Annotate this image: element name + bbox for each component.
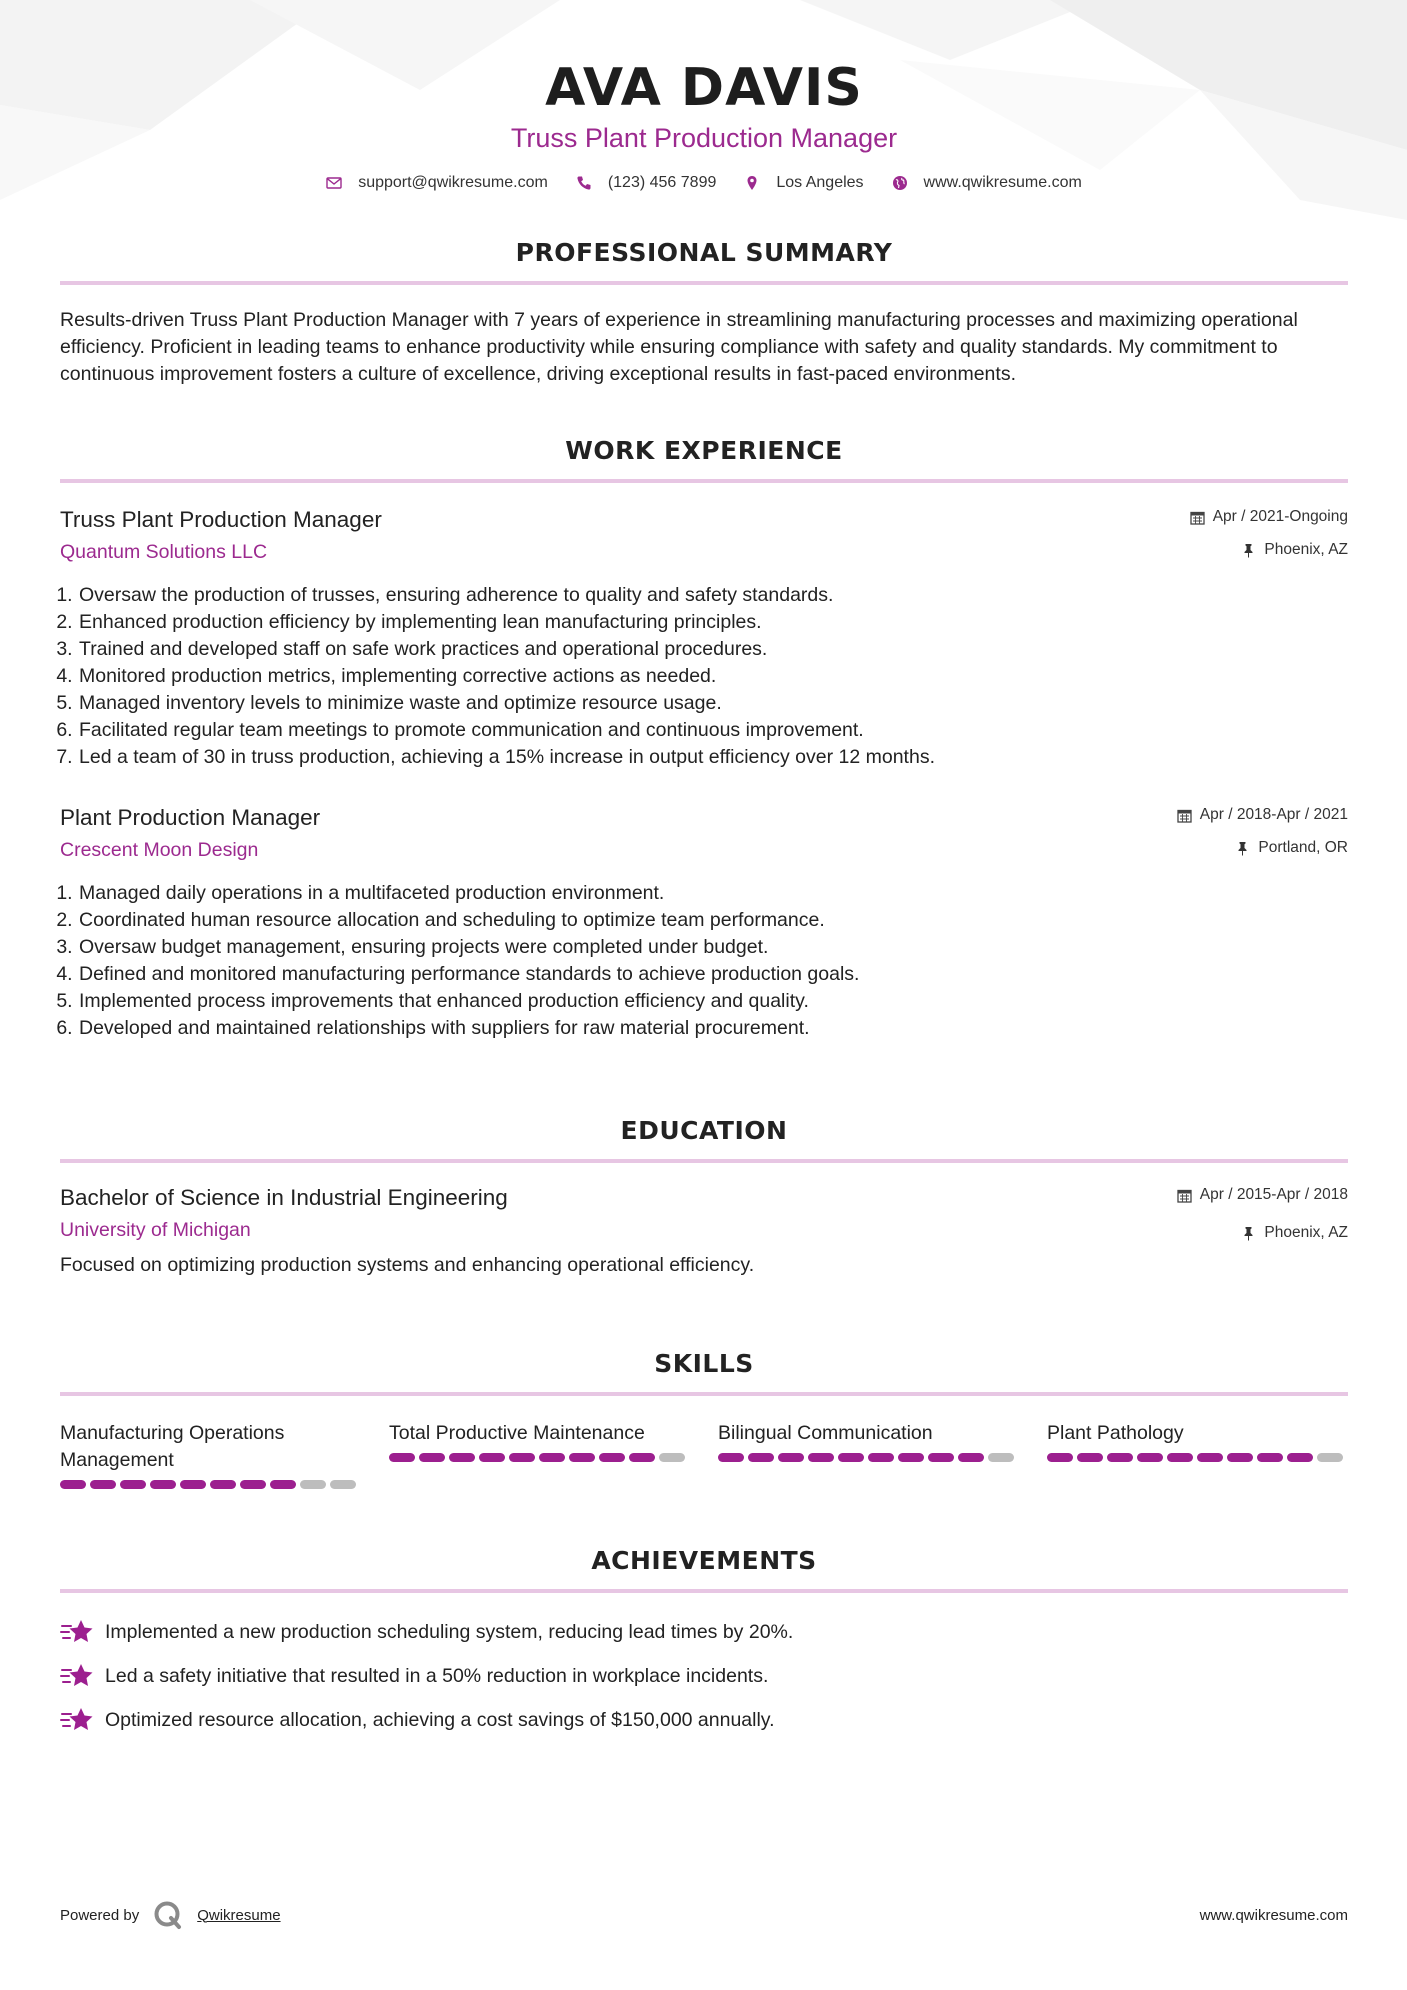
footer-website-link[interactable]: www.qwikresume.com xyxy=(1199,1906,1348,1924)
pushpin-icon xyxy=(1235,841,1250,856)
job-meta xyxy=(1190,507,1348,560)
skill-segment-filled xyxy=(1227,1453,1253,1462)
envelope-icon xyxy=(326,175,342,191)
job-bullets xyxy=(60,582,1348,771)
skill-segment-filled xyxy=(808,1453,834,1462)
skill-level-bar xyxy=(389,1453,689,1462)
section-divider xyxy=(60,281,1348,285)
skill-segment-filled xyxy=(718,1453,744,1462)
section-title-skills: SKILLS xyxy=(654,1349,754,1378)
job-entry xyxy=(60,805,1348,1042)
section-divider xyxy=(60,1392,1348,1396)
skill-segment-filled xyxy=(868,1453,894,1462)
calendar-icon xyxy=(1177,808,1192,823)
job-meta xyxy=(1177,805,1348,858)
education-meta xyxy=(1177,1185,1348,1243)
list-item xyxy=(60,1617,1348,1647)
experience-section xyxy=(60,436,1348,1042)
job-title: Truss Plant Production Manager xyxy=(60,507,382,532)
contact-phone[interactable] xyxy=(576,174,717,192)
education-location xyxy=(1177,1223,1348,1243)
skill-segment-filled xyxy=(90,1480,116,1489)
section-divider xyxy=(60,479,1348,483)
shooting-star-icon xyxy=(60,1618,94,1646)
skill-segment-filled xyxy=(1287,1453,1313,1462)
page-footer xyxy=(60,1900,1348,1930)
list-item: 5. Implemented process improvements that enhanced production efficiency and quality. xyxy=(78,988,1348,1015)
skill-segment-filled xyxy=(838,1453,864,1462)
skill-name: Manufacturing Operations Management xyxy=(60,1422,285,1471)
job-location xyxy=(1177,838,1348,858)
skill-segment-filled xyxy=(1137,1453,1163,1462)
resume-page xyxy=(60,0,1348,1731)
skill-segment-empty xyxy=(330,1480,356,1489)
skill-segment-filled xyxy=(449,1453,475,1462)
list-item: 4. Defined and monitored manufacturing performance standards to achieve production goals. xyxy=(78,961,1348,988)
contact-email[interactable] xyxy=(326,174,548,192)
achievement-text: Implemented a new production scheduling system, reducing lead times by 20%. xyxy=(105,1620,794,1643)
section-title-experience: WORK EXPERIENCE xyxy=(565,436,843,465)
website-text: www.qwikresume.com xyxy=(923,174,1082,191)
skill-segment-filled xyxy=(928,1453,954,1462)
section-divider xyxy=(60,1589,1348,1593)
skill-segment-filled xyxy=(778,1453,804,1462)
job-entry xyxy=(60,507,1348,771)
job-dates-text: Apr / 2021-Ongoing xyxy=(1212,508,1348,525)
skill-segment-filled xyxy=(180,1480,206,1489)
skills-section xyxy=(60,1349,1348,1489)
job-dates xyxy=(1190,507,1348,527)
achievement-text: Led a safety initiative that resulted in a 50% reduction in workplace incidents. xyxy=(105,1664,769,1687)
skill-segment-filled xyxy=(1257,1453,1283,1462)
skill-segment-filled xyxy=(898,1453,924,1462)
section-title-achievements: ACHIEVEMENTS xyxy=(591,1546,817,1575)
globe-icon xyxy=(892,175,908,191)
list-item: 1. Managed daily operations in a multifaceted production environment. xyxy=(78,880,1348,907)
contact-location xyxy=(744,174,863,192)
job-bullets xyxy=(60,880,1348,1042)
section-title-summary: PROFESSIONAL SUMMARY xyxy=(515,238,893,267)
achievements-section xyxy=(60,1546,1348,1735)
list-item xyxy=(60,1661,1348,1691)
job-location-text: Phoenix, AZ xyxy=(1264,541,1348,558)
education-entry xyxy=(60,1185,1348,1277)
skill-segment-empty xyxy=(1317,1453,1343,1462)
brand-link[interactable]: Qwikresume xyxy=(197,1906,281,1924)
skill-segment-filled xyxy=(539,1453,565,1462)
list-item: 1. Oversaw the production of trusses, ensuring adherence to quality and safety standards. xyxy=(78,582,1348,609)
skills-list xyxy=(60,1420,1348,1489)
skill-segment-filled xyxy=(958,1453,984,1462)
phone-icon xyxy=(576,175,592,191)
list-item: 2. Enhanced production efficiency by implementing lean manufacturing principles. xyxy=(78,609,1348,636)
skill-item xyxy=(389,1420,689,1489)
skill-segment-filled xyxy=(120,1480,146,1489)
list-item: 5. Managed inventory levels to minimize waste and optimize resource usage. xyxy=(78,690,1348,717)
job-dates-text: Apr / 2018-Apr / 2021 xyxy=(1199,806,1348,823)
education-location-text: Phoenix, AZ xyxy=(1264,1224,1348,1241)
achievements-list xyxy=(60,1617,1348,1735)
candidate-title: Truss Plant Production Manager xyxy=(510,123,898,153)
job-dates xyxy=(1177,805,1348,825)
skill-item xyxy=(60,1420,360,1489)
list-item: 3. Oversaw budget management, ensuring projects were completed under budget. xyxy=(78,934,1348,961)
skill-name: Bilingual Communication xyxy=(718,1422,933,1444)
skill-segment-filled xyxy=(569,1453,595,1462)
skill-segment-filled xyxy=(479,1453,505,1462)
phone-text: (123) 456 7899 xyxy=(607,174,717,191)
skill-segment-empty xyxy=(659,1453,685,1462)
job-company: Crescent Moon Design xyxy=(60,839,259,861)
skill-segment-filled xyxy=(1047,1453,1073,1462)
skill-segment-filled xyxy=(419,1453,445,1462)
skill-segment-filled xyxy=(1167,1453,1193,1462)
skill-segment-filled xyxy=(210,1480,236,1489)
list-item xyxy=(60,1705,1348,1735)
skill-segment-filled xyxy=(389,1453,415,1462)
skill-segment-filled xyxy=(509,1453,535,1462)
pushpin-icon xyxy=(1241,1226,1256,1241)
job-company: Quantum Solutions LLC xyxy=(60,541,268,563)
achievement-text: Optimized resource allocation, achieving a cost savings of $150,000 annually. xyxy=(105,1708,775,1731)
skill-name: Total Productive Maintenance xyxy=(389,1422,645,1444)
skill-segment-filled xyxy=(1197,1453,1223,1462)
education-degree: Bachelor of Science in Industrial Engineering xyxy=(60,1185,508,1210)
skill-name: Plant Pathology xyxy=(1047,1422,1184,1444)
section-title-education: EDUCATION xyxy=(620,1116,788,1145)
skill-segment-filled xyxy=(629,1453,655,1462)
calendar-icon xyxy=(1177,1188,1192,1203)
education-dates xyxy=(1177,1185,1348,1205)
skill-segment-filled xyxy=(1107,1453,1133,1462)
job-title: Plant Production Manager xyxy=(60,805,321,830)
job-location xyxy=(1190,540,1348,560)
education-section xyxy=(60,1116,1348,1277)
map-marker-icon xyxy=(744,175,760,191)
skill-level-bar xyxy=(718,1453,1018,1462)
list-item: 4. Monitored production metrics, implementing corrective actions as needed. xyxy=(78,663,1348,690)
skill-segment-filled xyxy=(599,1453,625,1462)
summary-text: Results-driven Truss Plant Production Manager with 7 years of experience in streamlining manufacturing processes and maximizing operational efficiency. Proficient in leading teams to enhance productivity while ensuring compliance with safety and quality standards. My commitment to continuous improvement fosters a culture of excellence, driving exceptional results in fast-paced environments. xyxy=(60,309,1298,385)
list-item: 3. Trained and developed staff on safe work practices and operational procedures. xyxy=(78,636,1348,663)
contact-row xyxy=(60,174,1348,192)
list-item: 6. Developed and maintained relationships with suppliers for raw material procurement. xyxy=(78,1015,1348,1042)
email-text: support@qwikresume.com xyxy=(358,174,548,191)
contact-website[interactable] xyxy=(892,174,1082,192)
powered-by xyxy=(60,1900,281,1930)
skill-item xyxy=(1047,1420,1347,1489)
powered-by-label: Powered by xyxy=(60,1906,140,1924)
calendar-icon xyxy=(1190,510,1205,525)
list-item: 2. Coordinated human resource allocation and scheduling to optimize team performance. xyxy=(78,907,1348,934)
job-location-text: Portland, OR xyxy=(1258,839,1348,856)
skill-segment-empty xyxy=(300,1480,326,1489)
education-dates-text: Apr / 2015-Apr / 2018 xyxy=(1199,1186,1348,1203)
candidate-name: AVA DAVIS xyxy=(545,58,863,118)
section-divider xyxy=(60,1159,1348,1163)
skill-segment-empty xyxy=(988,1453,1014,1462)
skill-segment-filled xyxy=(1077,1453,1103,1462)
education-description: Focused on optimizing production systems and enhancing operational efficiency. xyxy=(60,1254,755,1276)
skill-level-bar xyxy=(1047,1453,1347,1462)
skill-segment-filled xyxy=(270,1480,296,1489)
skill-segment-filled xyxy=(748,1453,774,1462)
skill-level-bar xyxy=(60,1480,360,1489)
qwikresume-logo-icon xyxy=(153,1900,183,1930)
skill-segment-filled xyxy=(60,1480,86,1489)
skill-item xyxy=(718,1420,1018,1489)
location-text: Los Angeles xyxy=(776,174,864,191)
list-item: 7. Led a team of 30 in truss production, achieving a 15% increase in output efficiency over 12 months. xyxy=(78,744,1348,771)
education-school: University of Michigan xyxy=(60,1219,251,1241)
shooting-star-icon xyxy=(60,1706,94,1734)
skill-segment-filled xyxy=(240,1480,266,1489)
list-item: 6. Facilitated regular team meetings to promote communication and continuous improvement. xyxy=(78,717,1348,744)
skill-segment-filled xyxy=(150,1480,176,1489)
shooting-star-icon xyxy=(60,1662,94,1690)
pushpin-icon xyxy=(1241,543,1256,558)
summary-section xyxy=(60,238,1348,388)
resume-header xyxy=(60,0,1348,192)
